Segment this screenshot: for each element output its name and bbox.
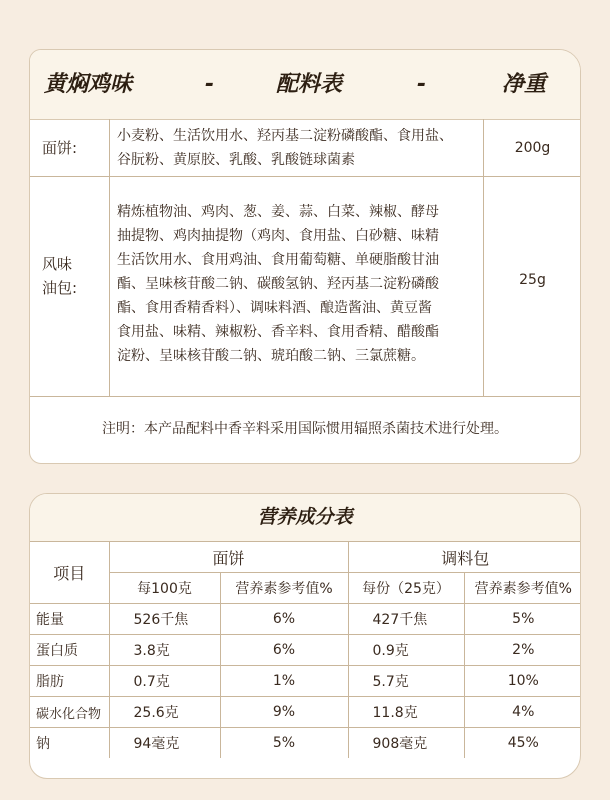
table-row (30, 666, 581, 697)
sauce-ingredients-line: 酯、食用香精香料）、调味料酒、酿造酱油、黄豆酱 (117, 300, 432, 316)
noodle-value: 526千焦 (109, 604, 220, 635)
title-dash-right: - (417, 72, 427, 97)
noodle-nrv: 9% (220, 697, 348, 728)
divider-vertical-label (109, 119, 110, 396)
noodle-value: 94毫克 (109, 728, 220, 759)
seasoning-nrv: 2% (464, 635, 581, 666)
seasoning-value: 11.8克 (348, 697, 464, 728)
seasoning-value: 5.7克 (348, 666, 464, 697)
ingredients-list-title: 配料表 (276, 72, 343, 97)
title-dash-left: - (205, 72, 215, 97)
seasoning-nrv: 10% (464, 666, 581, 697)
seasoning-nrv: 5% (464, 604, 581, 635)
noodle-value: 3.8克 (109, 635, 220, 666)
noodle-group-header: 面饼 (109, 542, 348, 573)
seasoning-group-header: 调料包 (348, 542, 581, 573)
seasoning-nrv: 45% (464, 728, 581, 759)
table-row (30, 635, 581, 666)
nutrient-name: 碳水化合物 (30, 697, 109, 728)
noodle-ingredients-line: 小麦粉、生活饮用水、羟丙基二淀粉磷酸酯、食用盐、 (117, 128, 453, 144)
table-row (30, 728, 581, 759)
table-row (30, 604, 581, 635)
seasoning-value: 908毫克 (348, 728, 464, 759)
sauce-ingredients-line: 精炼植物油、鸡肉、葱、姜、蒜、白菜、辣椒、酵母 (117, 204, 439, 220)
noodle-value: 25.6克 (109, 697, 220, 728)
nutrition-card (29, 493, 581, 779)
sauce-ingredients-line: 抽提物、鸡肉抽提物（鸡肉、食用盐、白砂糖、味精 (117, 228, 439, 244)
sauce-ingredients-line: 淀粉、呈味核苷酸二钠、琥珀酸二钠、三氯蔗糖。 (117, 348, 425, 364)
sauce-weight: 25g (519, 272, 546, 288)
sauce-label-line2: 油包: (42, 279, 78, 297)
nutrient-name: 能量 (30, 604, 109, 635)
noodle-nrv: 6% (220, 635, 348, 666)
sauce-ingredients-line: 酯、呈味核苷酸二钠、碳酸氢钠、羟丙基二淀粉磷酸 (117, 276, 439, 292)
divider-vertical-weight (483, 119, 484, 396)
nutrient-name: 脂肪 (30, 666, 109, 697)
noodle-label: 面饼: (42, 139, 78, 157)
net-weight-title: 净重 (502, 72, 547, 97)
noodle-nrv: 1% (220, 666, 348, 697)
noodle-value: 0.7克 (109, 666, 220, 697)
irradiation-note: 注明：本产品配料中香辛料采用国际惯用辐照杀菌技术进行处理。 (102, 421, 508, 437)
divider-note (30, 396, 581, 397)
noodle-per100g-header: 每100克 (109, 573, 220, 604)
nutrient-name: 蛋白质 (30, 635, 109, 666)
sauce-label-line1: 风味 (42, 255, 73, 273)
seasoning-nrv-header: 营养素参考值% (464, 573, 581, 604)
nutrition-table (30, 541, 581, 758)
noodle-nrv-header: 营养素参考值% (220, 573, 348, 604)
noodle-nrv: 5% (220, 728, 348, 759)
ingredients-flavor-title: 黄焖鸡味 (44, 72, 133, 97)
sauce-ingredients-line: 生活饮用水、食用鸡油、食用葡萄糖、单硬脂酸甘油 (117, 252, 439, 268)
nutrition-title: 营养成分表 (257, 506, 353, 528)
seasoning-nrv: 4% (464, 697, 581, 728)
noodle-weight: 200g (514, 140, 551, 156)
table-row (30, 697, 581, 728)
seasoning-value: 427千焦 (348, 604, 464, 635)
sauce-ingredients-line: 食用盐、味精、辣椒粉、香辛料、食用香精、醋酸酯 (117, 324, 439, 340)
seasoning-per-serving-header: 每份（25克） (348, 573, 464, 604)
seasoning-value: 0.9克 (348, 635, 464, 666)
divider-row (30, 176, 581, 177)
noodle-nrv: 6% (220, 604, 348, 635)
item-header: 项目 (30, 542, 109, 604)
nutrient-name: 钠 (30, 728, 109, 759)
ingredients-card (29, 49, 581, 464)
noodle-ingredients-line: 谷朊粉、黄原胶、乳酸、乳酸链球菌素 (117, 152, 355, 168)
